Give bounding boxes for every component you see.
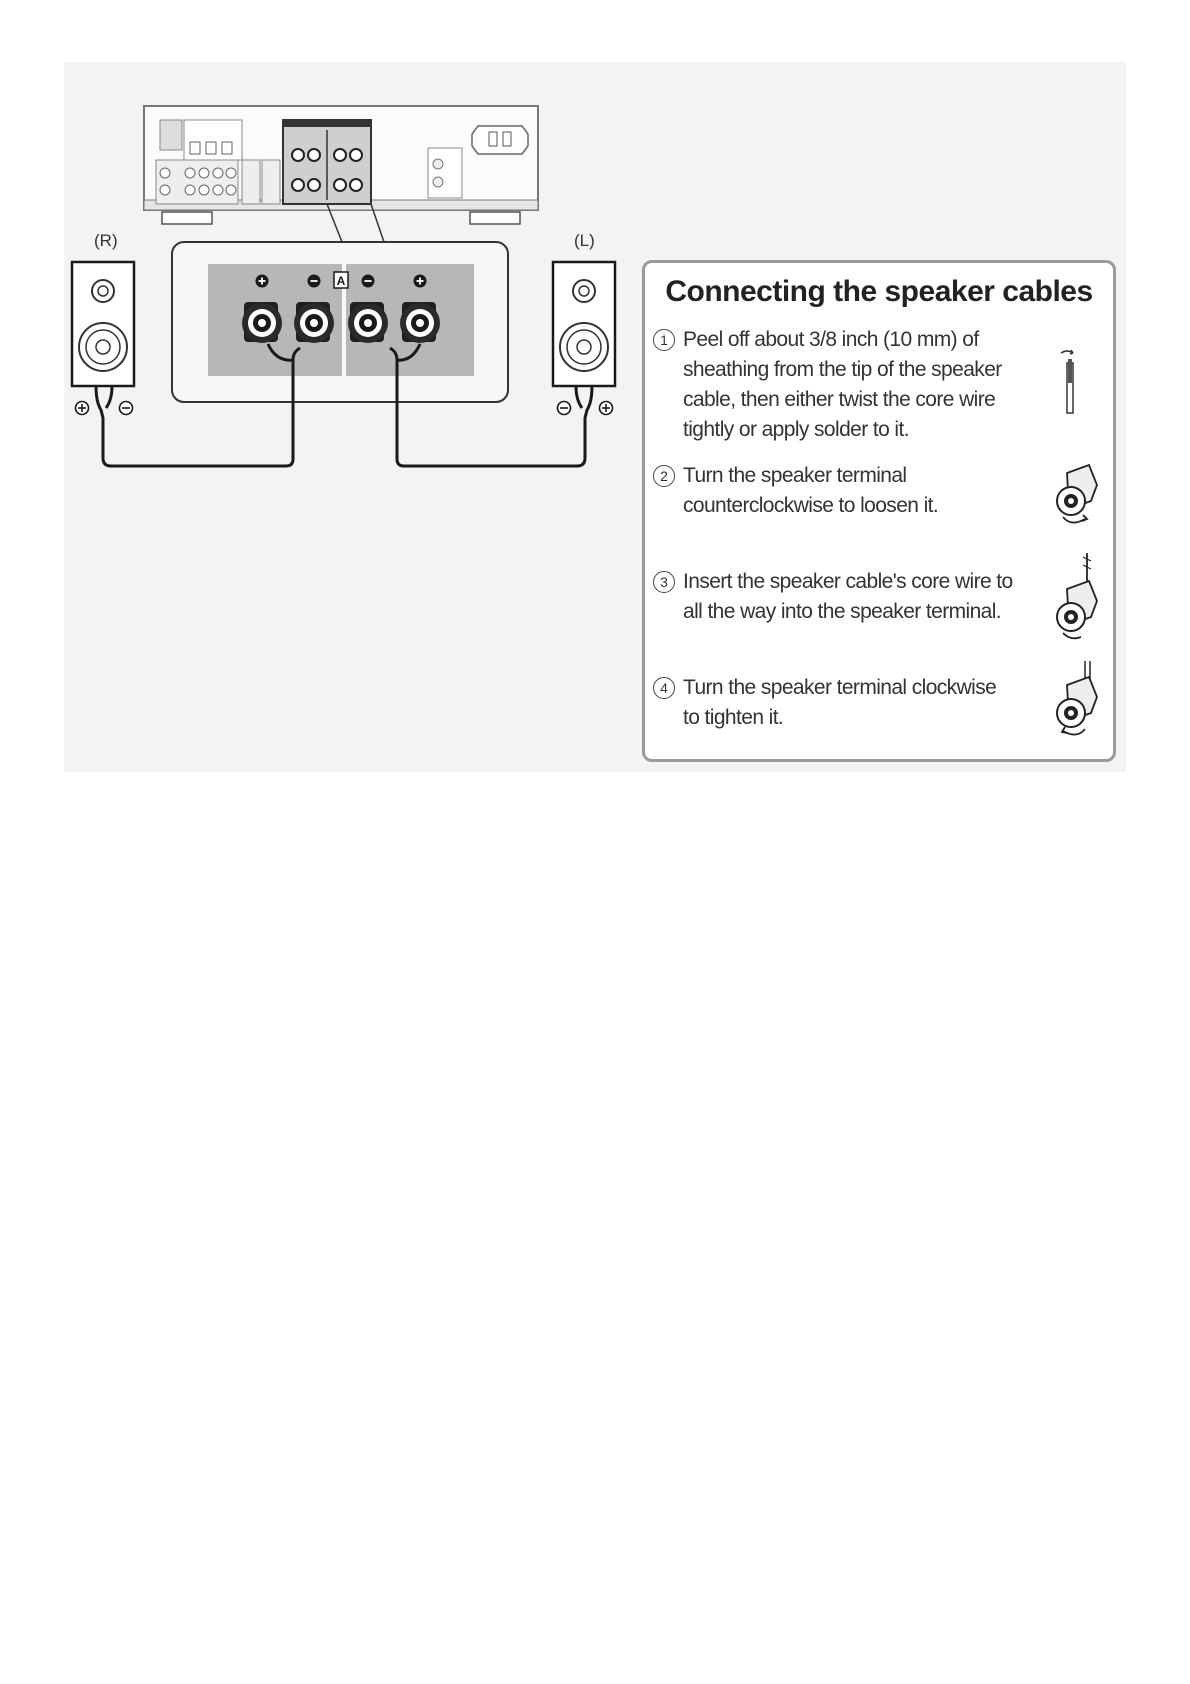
step-text: Peel off about 3/8 inch (10 mm) of sheathing from the tip of the speaker cable, then either twist the core wire tightly or apply solder to it. bbox=[683, 328, 1002, 441]
plus-icon bbox=[600, 402, 613, 415]
plus-icon bbox=[76, 402, 89, 415]
step-number: 4 bbox=[653, 677, 675, 699]
terminal-left-minus bbox=[348, 302, 388, 343]
step-number: 2 bbox=[653, 465, 675, 487]
minus-icon bbox=[362, 275, 375, 288]
step-text: Turn the speaker terminal counterclockwise to loosen it. bbox=[683, 464, 939, 517]
right-speaker bbox=[72, 262, 134, 386]
step-4 bbox=[653, 673, 1013, 733]
instructions-panel bbox=[642, 260, 1116, 762]
terminal-insert-icon bbox=[1049, 551, 1109, 652]
step-number: 1 bbox=[653, 329, 675, 351]
left-speaker bbox=[553, 262, 615, 386]
step-2 bbox=[653, 461, 1013, 521]
enlarged-terminal-panel bbox=[172, 242, 508, 402]
minus-icon bbox=[558, 402, 571, 415]
terminal-right-minus bbox=[294, 302, 334, 343]
step-1 bbox=[653, 325, 1013, 445]
terminal-tighten-icon bbox=[1049, 659, 1109, 750]
minus-icon bbox=[308, 275, 321, 288]
plus-icon bbox=[414, 275, 427, 288]
terminal-badge: A bbox=[336, 274, 346, 288]
terminal-left-plus bbox=[400, 302, 440, 343]
step-3 bbox=[653, 567, 1013, 627]
step-text: Insert the speaker cable's core wire to all the way into the speaker terminal. bbox=[683, 570, 1013, 623]
plus-icon bbox=[256, 275, 269, 288]
left-speaker-label: (L) bbox=[574, 231, 595, 250]
stripped-wire-icon bbox=[1053, 345, 1093, 420]
right-speaker-label: (R) bbox=[94, 231, 118, 250]
terminal-right-plus bbox=[242, 302, 282, 343]
minus-icon bbox=[120, 402, 133, 415]
amplifier-rear-panel bbox=[144, 106, 538, 224]
step-number: 3 bbox=[653, 571, 675, 593]
instructions-title: Connecting the speaker cables bbox=[665, 275, 1093, 308]
terminal-loosen-icon bbox=[1049, 459, 1109, 536]
step-text: Turn the speaker terminal clockwise to tighten it. bbox=[683, 676, 997, 729]
